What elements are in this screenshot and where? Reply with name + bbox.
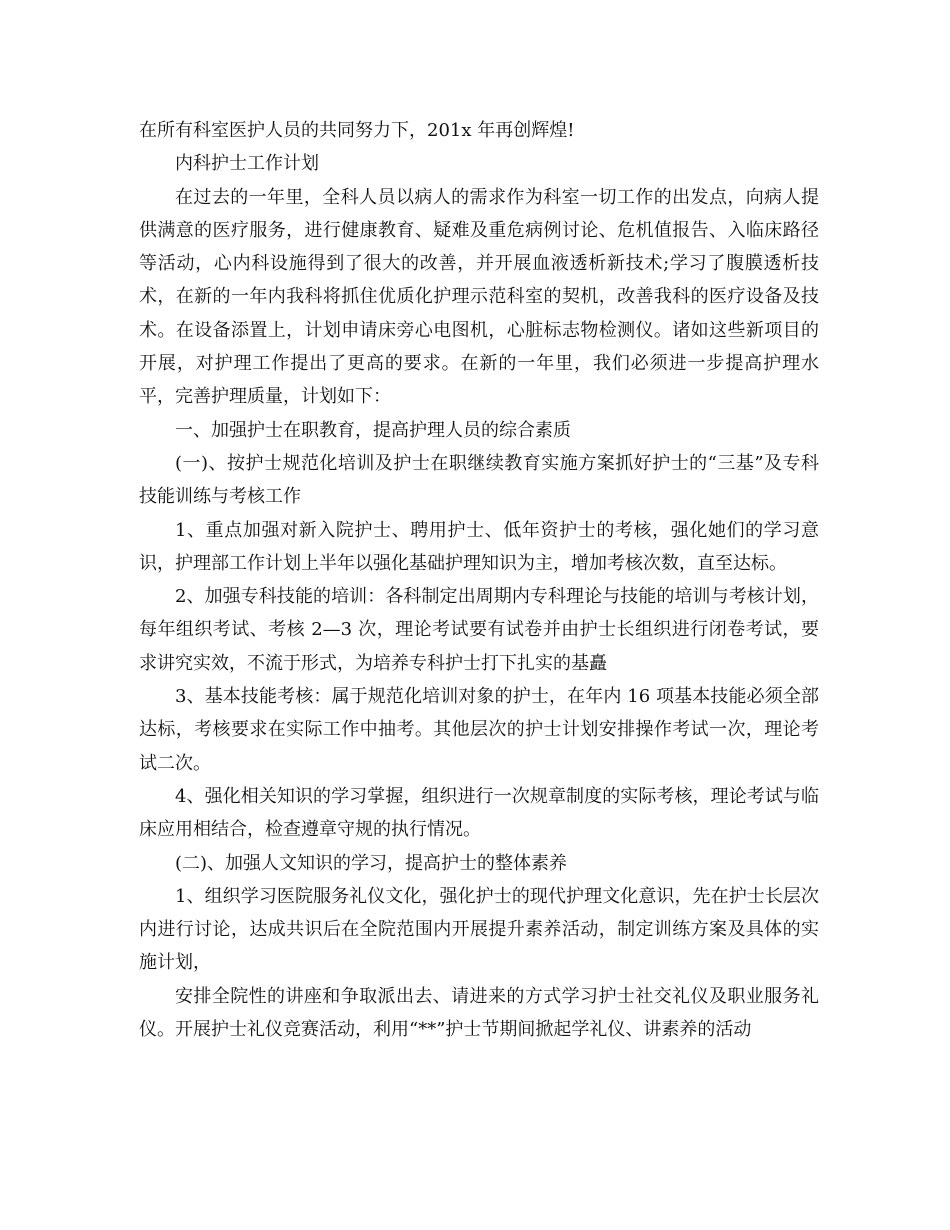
paragraph: 安排全院性的讲座和争取派出去、请进来的方式学习护士社交礼仪及职业服务礼仪。开展护士礼仪竞赛活动，利用“**”护士节期间掀起学礼仪、讲素养的活动 [139, 985, 819, 1041]
heading-level-1: 一、加强护士在职教育，提高护理人员的综合素质 [175, 419, 571, 441]
list-item: 4、强化相关知识的学习掌握，组织进行一次规章制度的实际考核，理论考试与临床应用相结合，检查遵章守规的执行情况。 [139, 785, 819, 841]
paragraph-closing-line: 在所有科室医护人员的共同努力下，201x 年再创辉煌! [139, 120, 575, 141]
list-item: 1、组织学习医院服务礼仪文化，强化护士的现代护理文化意识，先在护士长层次内进行讨论，达成共识后在全院范围内开展提升素养活动，制定训练方案及具体的实施计划， [139, 885, 819, 974]
section-title: 内科护士工作计划 [175, 153, 319, 175]
paragraph-intro: 在过去的一年里，全科人员以病人的需求作为科室一切工作的出发点，向病人提供满意的医疗服务，进行健康教育、疑难及重危病例讨论、危机值报告、入临床路径等活动，心内科设施得到了很大的改善，并开展血液透析新技术;学习了腹膜透析技术，在新的一年内我科将抓住优质化护理示范科室的契机，改善我科的医疗设备及技术。在设备添置上，计划申请床旁心电图机，心脏标志物检测仪。诸如这些新项目的开展，对护理工作提出了更高的要求。在新的一年里，我们必须进一步提高护理水平，完善护理质量，计划如下： [139, 186, 819, 408]
list-item: 3、基本技能考核：属于规范化培训对象的护士，在年内 16 项基本技能必须全部达标，考核要求在实际工作中抽考。其他层次的护士计划安排操作考试一次，理论考试二次。 [139, 686, 819, 774]
document-body [139, 114, 819, 1046]
heading-level-2: (二)、加强人文知识的学习，提高护士的整体素养 [175, 852, 568, 874]
list-item: 1、重点加强对新入院护士、聘用护士、低年资护士的考核，强化她们的学习意识，护理部工作计划上半年以强化基础护理知识为主，增加考核次数，直至达标。 [139, 519, 819, 574]
heading-level-2: (一)、按护士规范化培训及护士在职继续教育实施方案抓好护士的“三基”及专科技能训练与考核工作 [139, 452, 819, 508]
list-item: 2、加强专科技能的培训：各科制定出周期内专科理论与技能的培训与考核计划，每年组织考试、考核 2—3 次，理论考试要有试卷并由护士长组织进行闭卷考试，要求讲究实效，不流于形式，为培养专科护士打下扎实的基矗 [139, 586, 819, 674]
